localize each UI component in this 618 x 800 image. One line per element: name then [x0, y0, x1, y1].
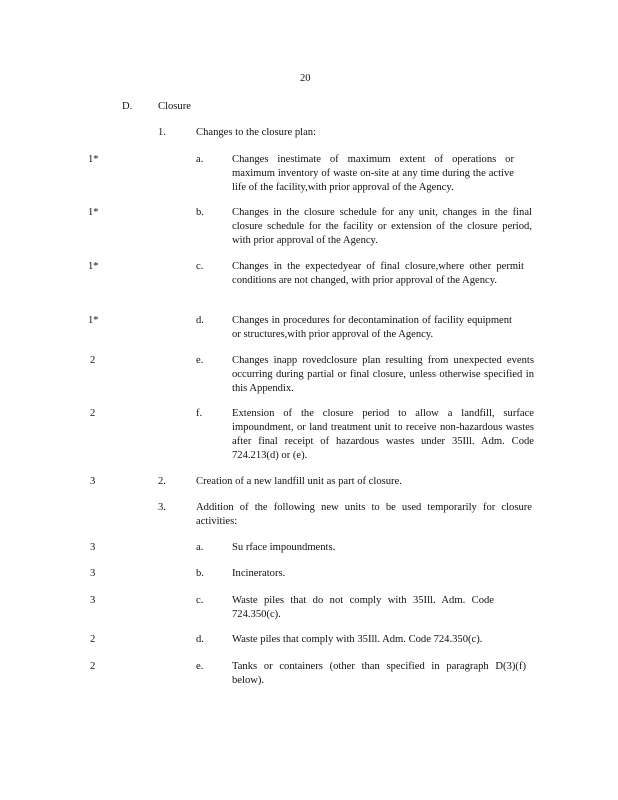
subitem-letter: b. — [196, 207, 204, 218]
subitem-letter: a. — [196, 154, 204, 165]
class-label: 1* — [88, 154, 99, 165]
subitem-text: Waste piles that comply with 35Ill. Adm. Code 724.350(c). — [232, 634, 483, 645]
subitem-text: Su rface impoundments. — [232, 542, 336, 553]
subitem-letter: b. — [196, 568, 204, 579]
class-label: 3 — [90, 568, 96, 579]
item-text: Creation of a new landfill unit as part of closure. — [196, 476, 402, 487]
class-label: 1* — [88, 261, 99, 272]
class-label: 3 — [90, 476, 96, 487]
class-label: 1* — [88, 207, 99, 218]
subitem-text: Changes in the expectedyear of final closure,where other permit conditions are not changed, with prior approval of the Agency. — [232, 261, 524, 286]
subitem-text: Waste piles that do not comply with 35Ill. Adm. Code 724.350(c). — [232, 595, 494, 620]
subitem-letter: a. — [196, 542, 204, 553]
subitem-letter: e. — [196, 355, 204, 366]
subitem-letter: d. — [196, 634, 204, 645]
subitem-text: Extension of the closure period to allow a landfill, surface impoundment, or land treatment unit to receive non-hazardous wastes after final receipt of hazardous wastes under 35Ill. Adm. Code 724.213(d) or (e). — [232, 408, 534, 461]
class-label: 2 — [90, 355, 96, 366]
subitem-letter: c. — [196, 595, 204, 606]
item-number: 3. — [158, 502, 166, 513]
subitem-letter: c. — [196, 261, 204, 272]
section-title: Closure — [158, 101, 191, 112]
class-label: 2 — [90, 408, 96, 419]
class-label: 3 — [90, 595, 96, 606]
item-number: 2. — [158, 476, 166, 487]
class-label: 3 — [90, 542, 96, 553]
subitem-text: Tanks or containers (other than specified in paragraph D(3)(f) below). — [232, 661, 526, 686]
item-number: 1. — [158, 127, 166, 138]
subitem-letter: f. — [196, 408, 203, 419]
class-label: 2 — [90, 634, 96, 645]
page-number: 20 — [300, 73, 311, 84]
subitem-letter: e. — [196, 661, 204, 672]
subitem-text: Changes inapp rovedclosure plan resulting from unexpected events occurring during partial or final closure, unless otherwise specified in this Appendix. — [232, 355, 534, 394]
class-label: 2 — [90, 661, 96, 672]
item-text: Addition of the following new units to be used temporarily for closure activities: — [196, 502, 532, 527]
subitem-text: Changes in the closure schedule for any unit, changes in the final closure schedule for the facility or extension of the closure period, with prior approval of the Agency. — [232, 207, 532, 246]
subitem-text: Changes in procedures for decontamination of facility equipment or structures,with prior approval of the Agency. — [232, 315, 512, 340]
item-text: Changes to the closure plan: — [196, 127, 317, 138]
subitem-text: Incinerators. — [232, 568, 286, 579]
subitem-text: Changes inestimate of maximum extent of operations or maximum inventory of waste on-site at any time during the active life of the facility,with prior approval of the Agency. — [232, 154, 514, 193]
subitem-letter: d. — [196, 315, 204, 326]
section-letter: D. — [122, 101, 133, 112]
class-label: 1* — [88, 315, 99, 326]
